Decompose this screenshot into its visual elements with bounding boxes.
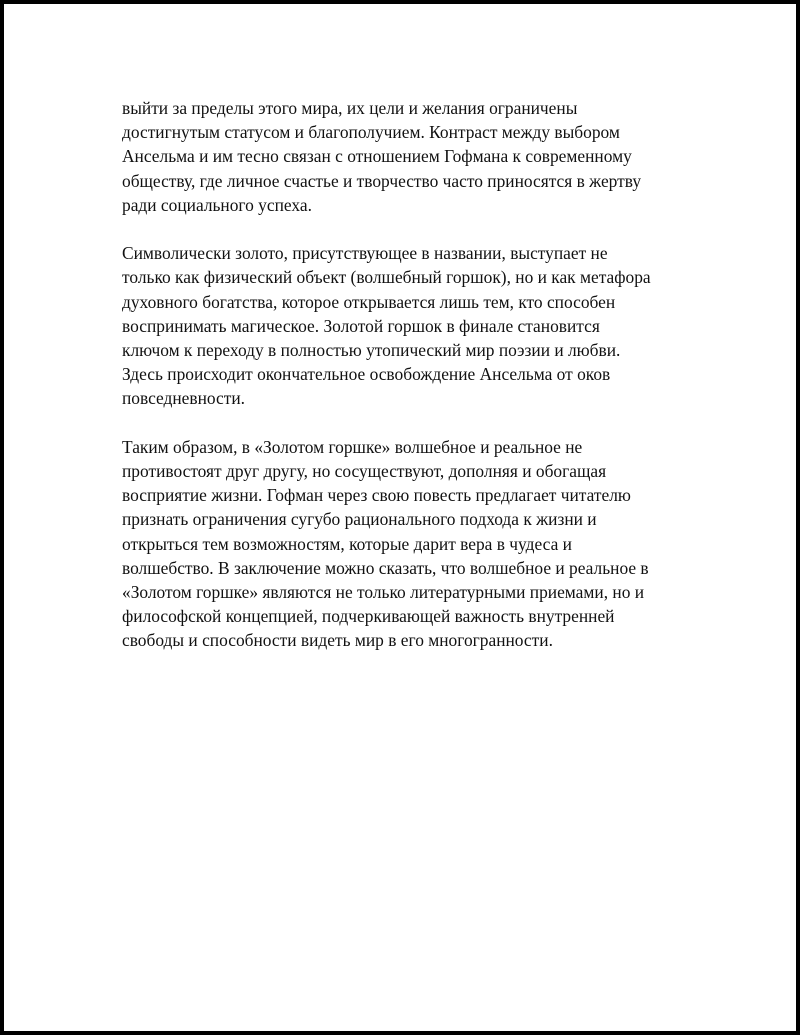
text-line: только как физический объект (волшебный горшок), но и как метафора	[122, 267, 651, 288]
text-line: открыться тем возможностям, которые дарит вера в чудеса и	[122, 533, 572, 554]
text-line: воспринимать магическое. Золотой горшок в финале становится	[122, 315, 600, 336]
text-line: выйти за пределы этого мира, их цели и желания ограничены	[122, 98, 578, 118]
text-line: восприятие жизни. Гофман через свою повесть предлагает читателю	[122, 485, 631, 506]
text-line: Символически золото, присутствующее в названии, выступает не	[122, 243, 608, 264]
text-line: повседневности.	[122, 388, 246, 409]
text-line: духовного богатства, которое открывается лишь тем, кто способен	[122, 291, 616, 312]
text-line: свободы и способности видеть мир в его многогранности.	[122, 630, 553, 651]
text-line: философской концепцией, подчеркивающей важность внутренней	[122, 606, 615, 627]
paragraph-2	[122, 241, 694, 410]
text-line: Таким образом, в «Золотом горшке» волшебное и реальное не	[122, 436, 583, 457]
text-line: достигнутым статусом и благополучием. Контраст между выбором	[122, 122, 620, 143]
text-line: признать ограничения сугубо рационального подхода к жизни и	[122, 509, 597, 530]
text-line: волшебство. В заключение можно сказать, что волшебное и реальное в	[122, 557, 649, 578]
paragraph-1	[122, 96, 694, 217]
text-line: ради социального успеха.	[122, 194, 312, 215]
document-body	[122, 96, 694, 677]
text-line: «Золотом горшке» являются не только литературными приемами, но и	[122, 582, 645, 603]
text-line: ключом к переходу в полностью утопический мир поэзии и любви.	[122, 340, 621, 361]
text-line: противостоят друг другу, но сосуществуют, дополняя и обогащая	[122, 461, 607, 482]
text-line: Здесь происходит окончательное освобождение Ансельма от оков	[122, 364, 611, 385]
text-line: обществу, где личное счастье и творчество часто приносятся в жертву	[122, 170, 642, 191]
text-line: Ансельма и им тесно связан с отношением Гофмана к современному	[122, 146, 632, 167]
paragraph-3	[122, 435, 694, 653]
